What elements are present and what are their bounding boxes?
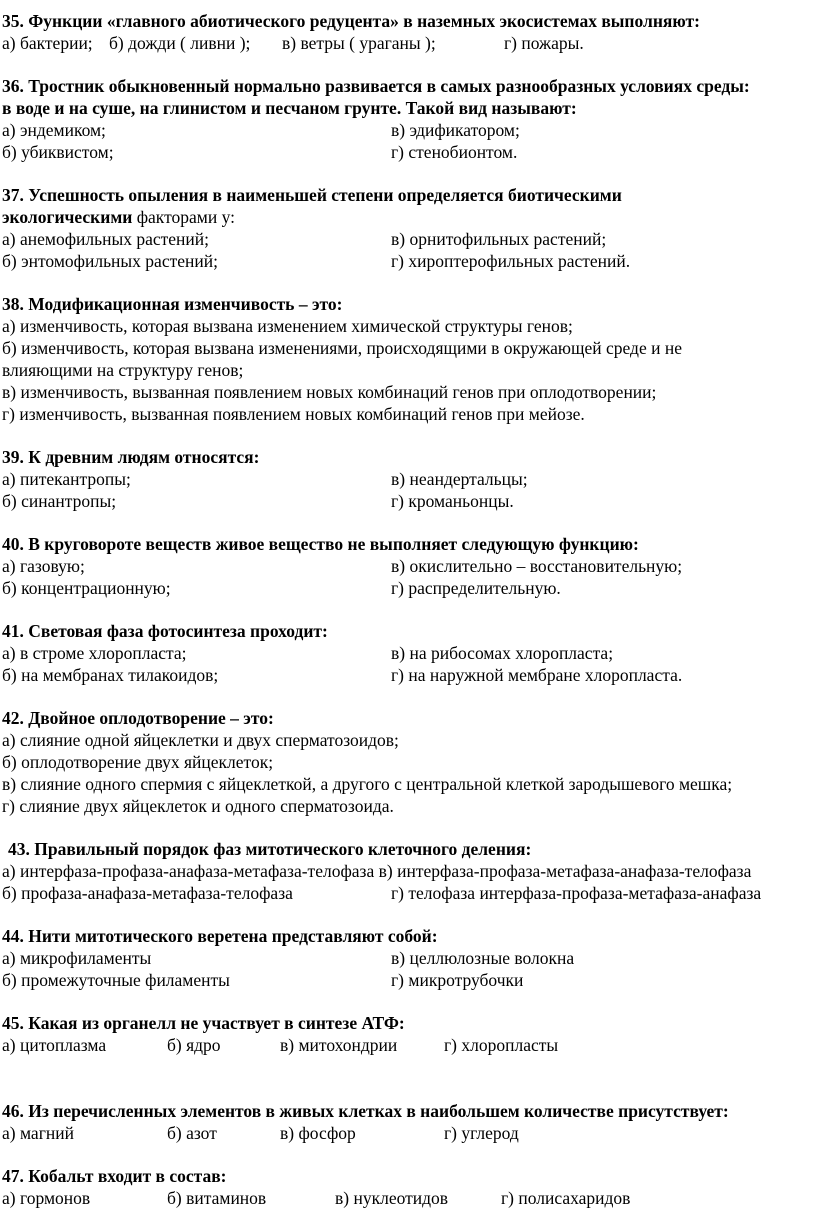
option-v: в) целлюлозные волокна: [391, 948, 575, 968]
option-g: г) телофаза интерфаза-профаза-метафаза-анафаза: [391, 883, 762, 903]
question-title: 45. Какая из органелл не участвует в синтезе АТФ:: [2, 1013, 405, 1033]
option-a: а) гормонов: [2, 1188, 91, 1208]
option-g: г) распределительную.: [391, 578, 561, 598]
question-39: [0, 446, 816, 512]
question-44: [0, 925, 816, 991]
option-b-cont: влияющими на структуру генов;: [2, 360, 244, 380]
question-title: 40. В круговороте веществ живое вещество не выполняет следующую функцию:: [2, 534, 639, 554]
option-g: г) пожары.: [504, 33, 584, 53]
answer-row: [2, 664, 816, 686]
question-title: 44. Нити митотического веретена представляют собой:: [2, 926, 438, 946]
option-a: а) микрофиламенты: [2, 948, 152, 968]
answer-row: [2, 141, 816, 163]
answer-row: [2, 969, 816, 991]
option-a: а) газовую;: [2, 556, 85, 576]
answer-options: [2, 1122, 816, 1144]
question-title: 38. Модификационная изменчивость – это:: [2, 294, 343, 314]
option-b: б) синантропы;: [2, 491, 117, 511]
option-v: в) слияние одного спермия с яйцеклеткой, а другого с центральной клеткой зародышевого мешка;: [2, 774, 733, 794]
answer-row: [2, 119, 816, 141]
question-41: [0, 620, 816, 686]
option-b: б) промежуточные филаменты: [2, 970, 230, 990]
answer-row: [2, 642, 816, 664]
option-b: б) азот: [167, 1123, 217, 1143]
option-v: в) неандертальцы;: [391, 469, 528, 489]
option-g: г) кроманьонцы.: [391, 491, 514, 511]
question-42: [0, 707, 816, 817]
question-title: 35. Функции «главного абиотического редуцента» в наземных экосистемах выполняют:: [2, 11, 700, 31]
question-title: 41. Световая фаза фотосинтеза проходит:: [2, 621, 328, 641]
option-g: г) стенобионтом.: [391, 142, 518, 162]
question-40: [0, 533, 816, 599]
option-a: а) бактерии;: [2, 33, 93, 53]
document-page: [0, 10, 816, 1209]
option-v: в) на рибосомах хлоропласта;: [391, 643, 614, 663]
option-v: в) ветры ( ураганы );: [282, 33, 436, 53]
option-v: в) фосфор: [280, 1123, 356, 1143]
answer-row: [2, 882, 816, 904]
question-36: [0, 75, 816, 163]
question-title: 39. К древним людям относятся:: [2, 447, 260, 467]
option-b: б) дожди ( ливни );: [109, 33, 251, 53]
answer-options: [2, 1034, 816, 1056]
option-a: а) анемофильных растений;: [2, 229, 210, 249]
option-a: а) эндемиком;: [2, 120, 106, 140]
option-v: в) митохондрии: [280, 1035, 398, 1055]
option-g: г) микротрубочки: [391, 970, 524, 990]
option-b: б) ядро: [167, 1035, 221, 1055]
question-38: [0, 293, 816, 425]
question-title: 46. Из перечисленных элементов в живых клетках в наибольшем количестве присутствует:: [2, 1101, 729, 1121]
question-title: 37. Успешность опыления в наименьшей степени определяется биотическими: [2, 185, 622, 205]
question-45: [0, 1012, 816, 1056]
answer-row: [2, 490, 816, 512]
option-b: б) убиквистом;: [2, 142, 114, 162]
question-title-cont: экологическими факторами у:: [2, 207, 235, 227]
question-title: 43. Правильный порядок фаз митотического клеточного деления:: [8, 839, 532, 859]
option-b: б) витаминов: [167, 1188, 267, 1208]
option-a: а) изменчивость, которая вызвана изменением химической структуры генов;: [2, 316, 573, 336]
option-a: а) питекантропы;: [2, 469, 131, 489]
answer-row: [2, 947, 816, 969]
option-b: б) изменчивость, которая вызвана изменениями, происходящими в окружающей среде и не: [2, 338, 682, 358]
question-37: [0, 184, 816, 272]
option-v: в) эдификатором;: [391, 120, 520, 140]
question-35: [0, 10, 816, 54]
answer-row: [2, 555, 816, 577]
option-g: г) слияние двух яйцеклеток и одного сперматозоида.: [2, 796, 394, 816]
option-a: а) в строме хлоропласта;: [2, 643, 187, 663]
option-v: в) орнитофильных растений;: [391, 229, 607, 249]
option-g: г) полисахаридов: [501, 1188, 631, 1208]
option-g: г) изменчивость, вызванная появлением новых комбинаций генов при мейозе.: [2, 404, 585, 424]
option-b: б) концентрационную;: [2, 578, 171, 598]
option-b: б) оплодотворение двух яйцеклеток;: [2, 752, 274, 772]
option-v: в) нуклеотидов: [335, 1188, 449, 1208]
option-a: а) цитоплазма: [2, 1035, 107, 1055]
option-g: г) хироптерофильных растений.: [391, 251, 631, 271]
option-b: б) профаза-анафаза-метафаза-телофаза: [2, 883, 293, 903]
question-title: 42. Двойное оплодотворение – это:: [2, 708, 274, 728]
option-b: б) на мембранах тилакоидов;: [2, 665, 219, 685]
option-g: г) углерод: [444, 1123, 519, 1143]
question-title: 36. Тростник обыкновенный нормально развивается в самых разнообразных условиях среды:: [2, 76, 750, 96]
option-g: г) хлоропласты: [444, 1035, 559, 1055]
answer-row: [2, 468, 816, 490]
question-46: [0, 1100, 816, 1144]
question-title: 47. Кобальт входит в состав:: [2, 1166, 227, 1186]
option-v: в) окислительно – восстановительную;: [391, 556, 683, 576]
option-g: г) на наружной мембране хлоропласта.: [391, 665, 683, 685]
option-a: а) слияние одной яйцеклетки и двух сперматозоидов;: [2, 730, 399, 750]
question-47: [0, 1165, 816, 1209]
option-b: б) энтомофильных растений;: [2, 251, 218, 271]
answer-options: [2, 32, 816, 54]
question-43: [0, 838, 816, 904]
answer-row: [2, 228, 816, 250]
question-title-cont: в воде и на суше, на глинистом и песчаном грунте. Такой вид называют:: [2, 98, 577, 118]
option-a: а) магний: [2, 1123, 74, 1143]
answer-row: [2, 250, 816, 272]
answer-options: [2, 1187, 816, 1209]
options-a-v: а) интерфаза-профаза-анафаза-метафаза-телофаза в) интерфаза-профаза-метафаза-анафаза-телофаза: [2, 861, 752, 881]
option-v: в) изменчивость, вызванная появлением новых комбинаций генов при оплодотворении;: [2, 382, 657, 402]
answer-row: [2, 577, 816, 599]
